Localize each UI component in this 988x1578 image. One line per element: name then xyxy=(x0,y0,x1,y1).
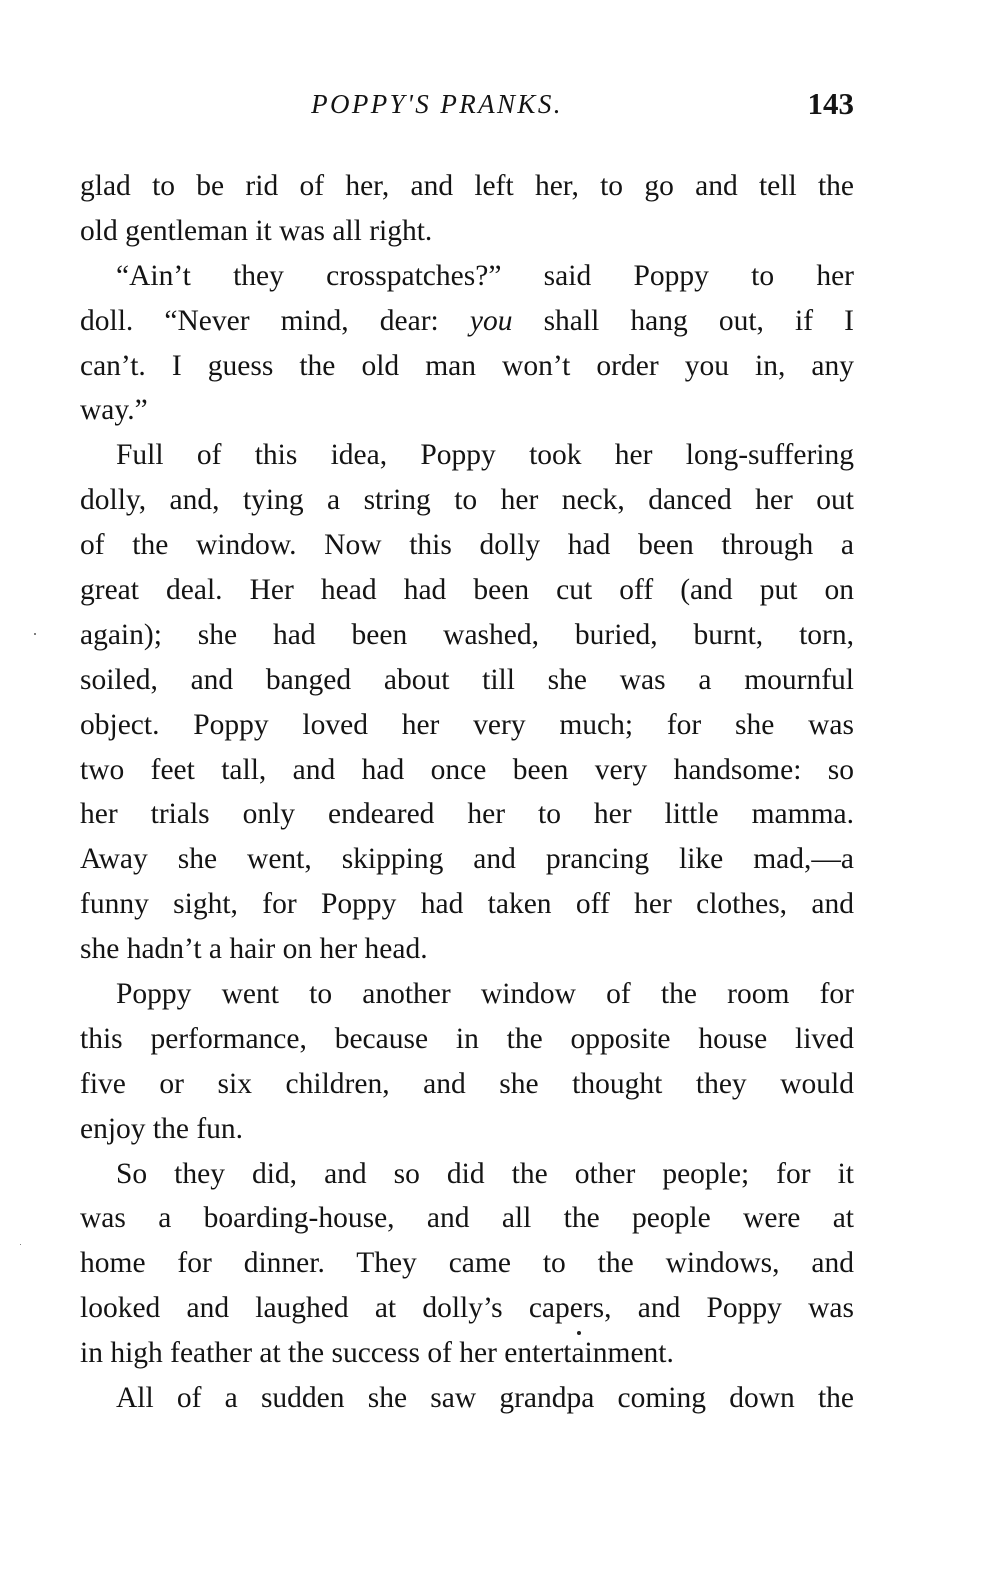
text-line: Poppy went to another window of the room for xyxy=(116,978,854,1011)
text-line: All of a sudden she saw grandpa coming down the xyxy=(116,1382,854,1415)
text-line: enjoy the fun. xyxy=(80,1112,244,1145)
text-line: this performance, because in the opposite house lived xyxy=(80,1022,854,1055)
text-line: soiled, and banged about till she was a mournful xyxy=(80,663,854,696)
print-speck xyxy=(577,1331,581,1335)
italic-emphasis: you xyxy=(469,304,513,337)
text-line: So they did, and so did the other people; for it xyxy=(116,1157,854,1190)
running-title: POPPY'S PRANKS. xyxy=(311,89,563,119)
line-segment: shall hang out, if I xyxy=(512,304,854,337)
text-line: glad to be rid of her, and left her, to go and tell the xyxy=(80,170,854,202)
text-line: she hadn’t a hair on her head. xyxy=(80,933,428,966)
text-line: great deal. Her head had been cut off (and put on xyxy=(80,574,854,607)
body-text xyxy=(80,164,854,1421)
print-speck xyxy=(34,633,36,635)
text-line: can’t. I guess the old man won’t order you in, any xyxy=(80,349,854,382)
text-line: way.” xyxy=(80,394,148,427)
text-line: in high feather at the success of her entertainment. xyxy=(80,1337,674,1370)
text-line: two feet tall, and had once been very handsome: so xyxy=(80,753,854,786)
text-line: Full of this idea, Poppy took her long-suffering xyxy=(116,439,854,472)
text-line: looked and laughed at dolly’s capers, and Poppy was xyxy=(80,1292,854,1325)
text-line: was a boarding-house, and all the people were at xyxy=(80,1202,854,1235)
text-line: home for dinner. They came to the windows, and xyxy=(80,1247,854,1280)
text-line: dolly, and, tying a string to her neck, danced her out xyxy=(80,484,854,517)
text-line xyxy=(80,299,854,344)
text-line: again); she had been washed, buried, burnt, torn, xyxy=(80,618,854,651)
text-line: her trials only endeared her to her little mamma. xyxy=(80,798,854,831)
line-segment: doll. “Never mind, dear: xyxy=(80,304,470,337)
page-number: 143 xyxy=(807,86,854,121)
print-speck xyxy=(20,1244,21,1245)
running-head xyxy=(80,82,854,126)
text-line: Away she went, skipping and prancing like mad,—a xyxy=(80,843,854,876)
text-line: funny sight, for Poppy had taken off her clothes, and xyxy=(80,888,854,921)
text-line: of the window. Now this dolly had been through a xyxy=(80,529,854,562)
text-line: object. Poppy loved her very much; for she was xyxy=(80,708,854,741)
text-line: “Ain’t they crosspatches?” said Poppy to her xyxy=(116,259,854,292)
text-line: five or six children, and she thought they would xyxy=(80,1067,854,1100)
text-line: old gentleman it was all right. xyxy=(80,214,433,247)
